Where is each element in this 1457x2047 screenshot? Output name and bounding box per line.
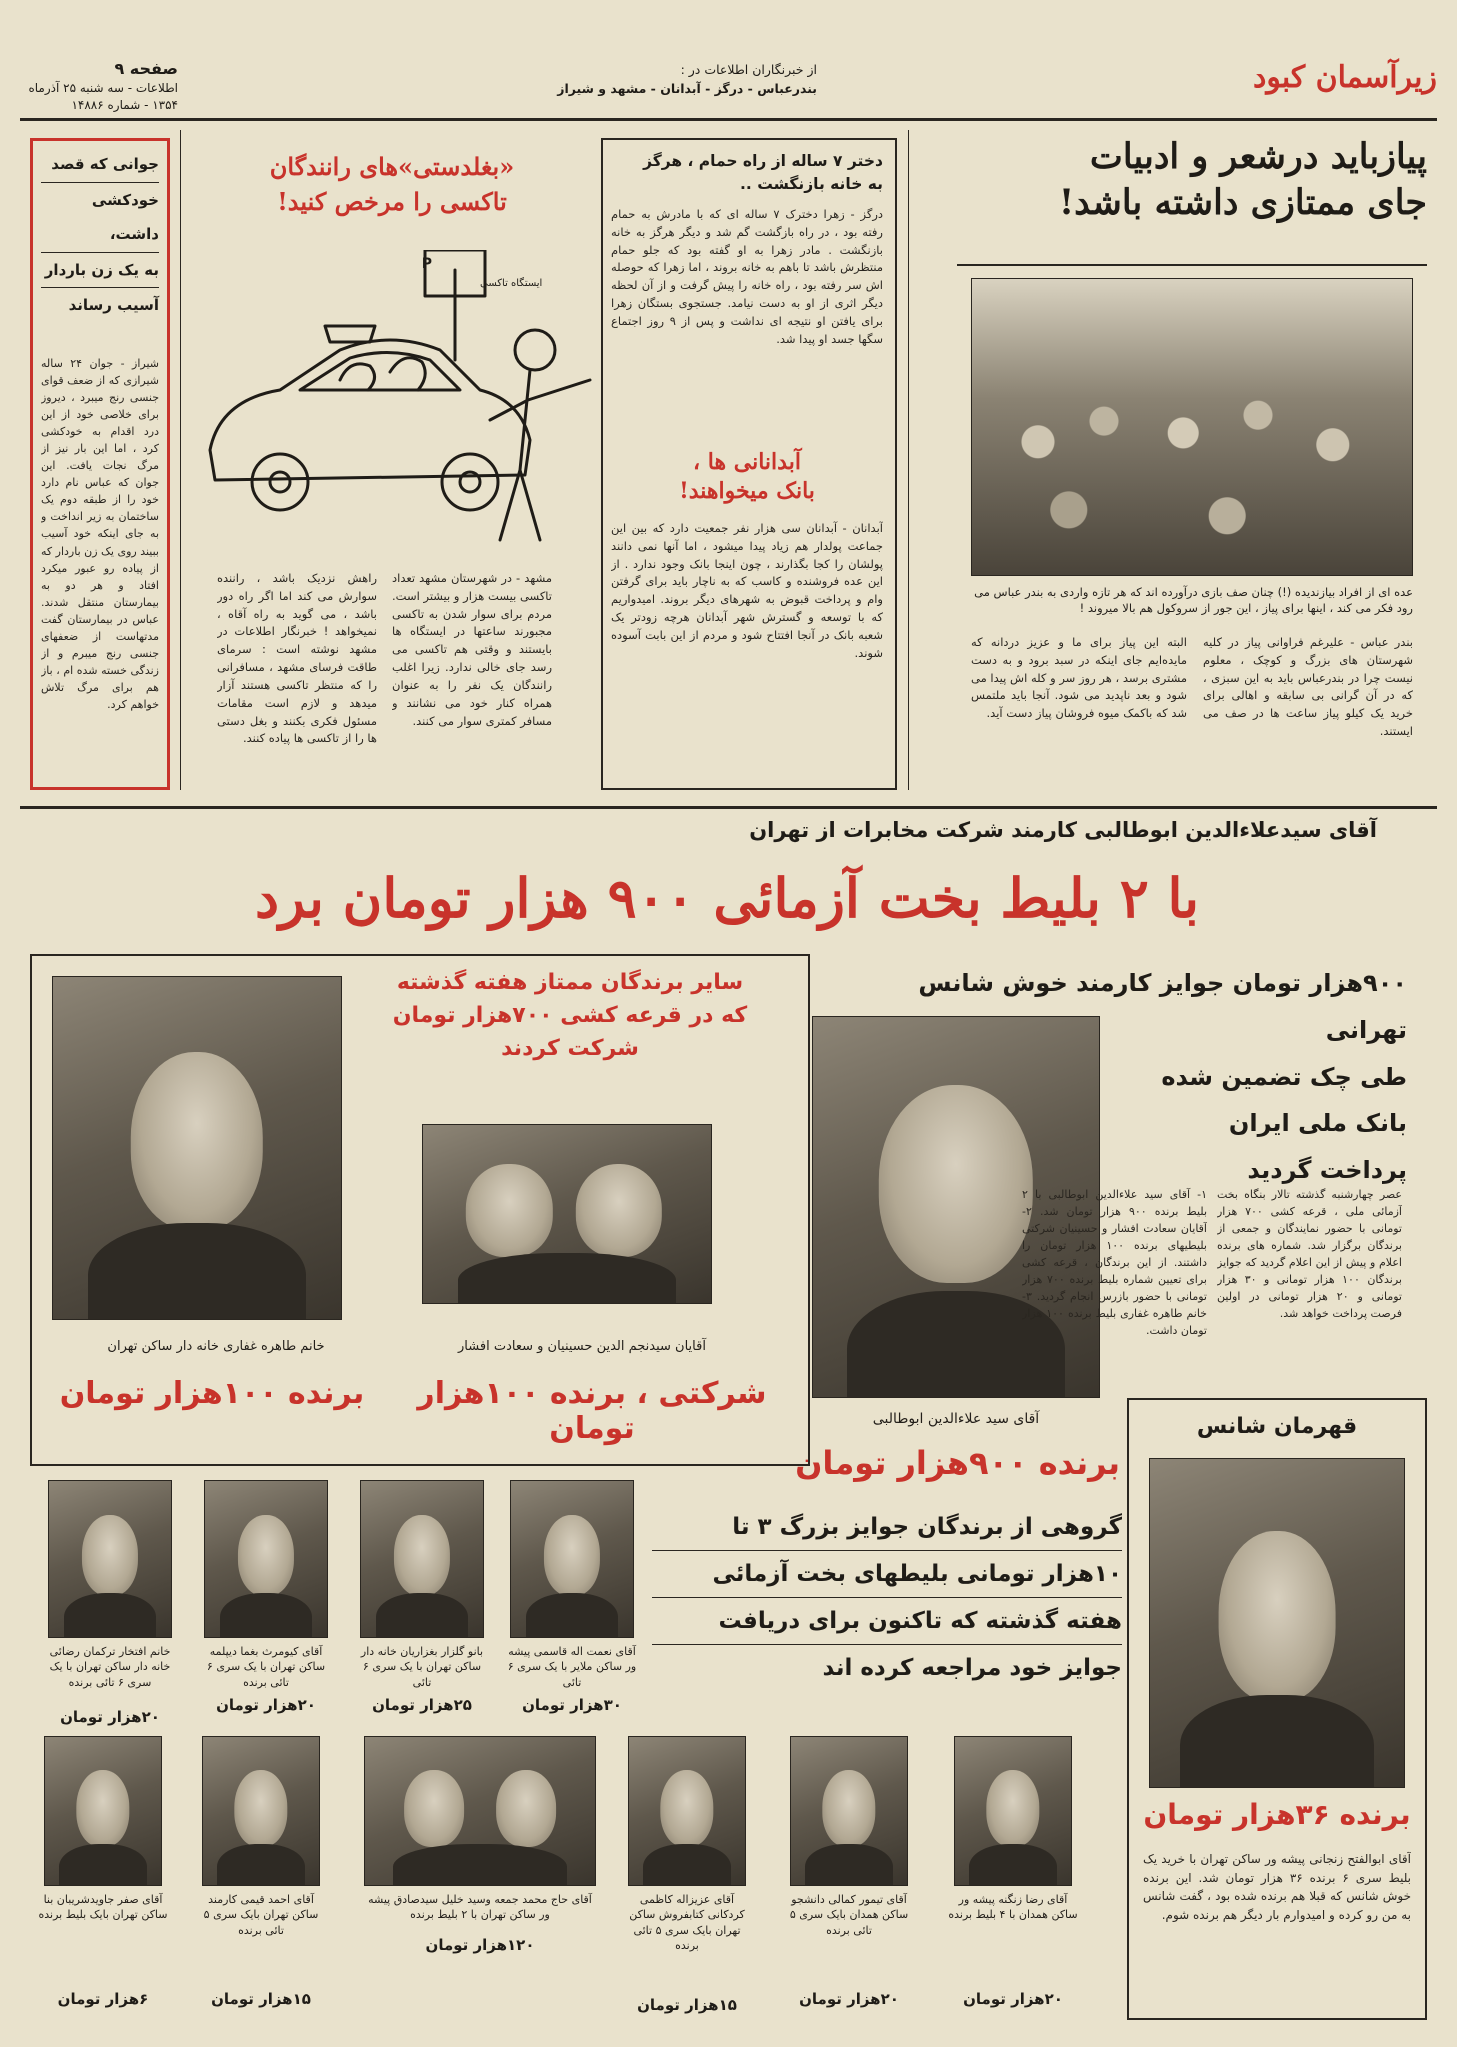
champion-prize: برنده ۳۶هزار تومان <box>1143 1798 1411 1831</box>
suicide-headline-line4: آسیب رساند <box>68 296 159 314</box>
row2-prize-6: ۶هزار تومان <box>57 1990 149 2008</box>
source-line <box>557 60 817 99</box>
row2-photo-1 <box>954 1736 1072 1886</box>
girl-headline-line2: به خانه بازنگشت .. <box>740 175 883 194</box>
winners-box <box>30 954 810 1466</box>
row2-caption-5: آقای احمد قیمی کارمند ساکن تهران بایک سری ۵ تائی برنده <box>203 1893 319 1937</box>
suicide-headline-line3: به یک زن باردار <box>41 253 159 289</box>
row2-photo-3 <box>628 1736 746 1886</box>
lottery-body-right: عصر چهارشنبه گذشته تالار بنگاه بخت آزمائی ملی ، قرعه کشی ۷۰۰ هزار تومانی با حضور نمایندگان و جمعی از برندگان برگزار شد. شماره های برنده اعلام و پیش از این اعلام گردید که جوایز برندگان ۱۰۰ هزار تومانی و ۳۰ هزار تومانی و ۲۰ هزار تومانی در اولین فرصت پرداخت خواهد شد. <box>1217 1188 1402 1321</box>
issue-info <box>28 58 178 114</box>
girl-headline <box>611 150 883 197</box>
abadan-headline <box>611 448 883 505</box>
section-rule <box>20 806 1437 809</box>
section-logo: زیرآسمان کبود <box>1252 60 1437 95</box>
woman-winner-photo <box>52 976 342 1320</box>
girl-body: درگز - زهرا دخترک ۷ ساله ای که با مادرش به حمام رفته بود ، در راه بازگشت گم شد و دیگر هرگز به خانه بازنگشت . مادر زهرا به او گفته بود که جلو حمام منتظرش باشد تا باهم به خانه بروند ، اما زهرا که حوصله اش سر رفته بود ، راه خانه را پیش گرفت و از آن لحظه دیگر اثری از او به دست نیامد. جستجوی بستگان زهرا برای یافتن او نتیجه ای نداشت و پس از ۹ روز اجتماع سگها جسد او پیدا شد. <box>611 207 883 346</box>
source-line-2: بندرعباس - درگز - آبدانان - مشهد و شیراز <box>557 81 817 97</box>
onion-body-left: البته این پیاز برای ما و عزیز دردانه که مایده‌ایم جای اینکه در سبد برود و به دست مشتری برسد ، هر روز سر و کله اش پیدا می شود و بعد ناپدید می شود. آنجا باید ملتمس شد که باکمک میوه فروشان پیاز دست آید. <box>971 635 1187 721</box>
onion-crowd-photo <box>971 278 1413 576</box>
taxi-roof-sign <box>325 326 375 342</box>
suicide-headline-line1: جوانی که قصد <box>41 147 159 183</box>
row1-caption-1: آقای نعمت اله قاسمی پیشه ور ساکن ملایر با یک سری ۶ تائی <box>507 1645 637 1689</box>
page-number: صفحه ۹ <box>114 59 178 78</box>
story-girl-box <box>601 138 897 790</box>
deck-line-1: ۹۰۰هزار تومان جوایز کارمند خوش شانس تهرانی <box>918 969 1407 1044</box>
onion-headline-line2: جای ممتازی داشته باشد! <box>1058 182 1427 224</box>
row2-caption-4: آقای حاج محمد جمعه وسید خلیل سیدصادق پیشه ور ساکن تهران با ۲ بلیط برنده <box>368 1893 592 1922</box>
champion-photo <box>1149 1458 1405 1788</box>
row2-photo-6 <box>44 1736 162 1886</box>
issue-date: اطلاعات - سه شنبه ۲۵ آذرماه <box>28 81 178 96</box>
taxi-headline-line2: تاکسی را مرخص کنید! <box>277 186 507 216</box>
onion-headline-line1: پیازباید درشعر و ادبیات <box>1089 136 1427 177</box>
suicide-headline <box>41 147 159 323</box>
abadan-headline-line2: بانک میخواهند! <box>679 477 815 504</box>
row1-prize-1: ۳۰هزار تومان <box>522 1696 622 1714</box>
row2-prize-3: ۱۵هزار تومان <box>637 1996 737 2014</box>
row1-photo-2 <box>360 1480 484 1638</box>
main-winner-caption: آقای سید علاءالدین ابوطالبی <box>872 1411 1040 1427</box>
row1-prize-4: ۲۰هزار تومان <box>60 1708 160 1726</box>
passenger <box>390 358 425 390</box>
man-body <box>500 370 540 540</box>
abadan-body: آبدانان - آبدانان سی هزار نفر جمعیت دارد که بین این جماعت پولدار هم زیاد پیدا میشود ، اما آنها نمی دانند پولشان را کجا بگذارند ، چون اینجا بانک وجود ندارد . از این عده فروشنده و کاسب که به ناچار باید برای گرفتن وام و پرداخت قبوض به شهرهای دیگر بروند. امیدواریم که با توسعه و گسترش شهر آبدانان هرچه زودتر یک شعبه بانک در آنجا افتتاح شود و مردم از این بابت آسوده شوند. <box>611 521 883 660</box>
source-line-1: از خبرنگاران اطلاعات در : <box>680 62 817 77</box>
winners-title-1: سایر برندگان ممتاز هفته گذشته <box>396 970 744 995</box>
man-head <box>515 330 555 370</box>
champion-box <box>1127 1398 1427 2020</box>
car-body <box>210 340 530 480</box>
lottery-kicker: آقای سیدعلاءالدین ابوطالبی کارمند شرکت مخابرات از تهران <box>749 818 1377 842</box>
suicide-headline-line2: خودکشی داشت، <box>41 183 159 253</box>
sign-text: ایستگاه تاکسی <box>480 278 543 289</box>
car-wheel-front <box>252 454 308 510</box>
onion-body-right: بندر عباس - علیرغم فراوانی پیاز در کلیه شهرستان های بزرگ و کوچک ، معلوم نیست چرا در بندرعباس باید به این سبزی ، که در آن گرانی بی سابقه و اهالی برای خرید یک کیلو پیاز ساعت ها در صف می ایستند. <box>1203 635 1413 739</box>
deck-line-4: پرداخت گردید <box>1247 1156 1407 1185</box>
row1-photo-4 <box>48 1480 172 1638</box>
driver <box>340 364 375 390</box>
group-heading <box>652 1504 1122 1691</box>
row2-prize-5: ۱۵هزار تومان <box>211 1990 311 2008</box>
row1-prize-3: ۲۰هزار تومان <box>216 1696 316 1714</box>
woman-prize: برنده ۱۰۰هزار تومان <box>59 1376 365 1411</box>
lottery-headline: با ۲ بلیط بخت آزمائی ۹۰۰ هزار تومان برد <box>255 866 1199 930</box>
onion-headline <box>957 134 1427 226</box>
row2-caption-1: آقای رضا زنگنه پیشه ور ساکن همدان با ۴ بلیط برنده <box>948 1893 1078 1922</box>
pair-prize: شرکتی ، برنده ۱۰۰هزار تومان <box>417 1376 767 1446</box>
issue-number: ۱۳۵۴ - شماره ۱۴۸۸۶ <box>71 98 178 113</box>
taxi-headline <box>232 150 552 220</box>
lottery-body-left: ۱- آقای سید علاءالدین ابوطالبی با ۲ بلیط برنده ۹۰۰ هزار تومان شد. ۲- آقایان سعادت افشار و حسینیان شرکتی بلیطیهای برنده ۱۰۰ هزار تومان را داشتند. از این برندگان ، قرعه کشی برای تعیین شماره بلیط برنده ۷۰۰ هزار تومانی با حضور بازرس انجام گردید. ۳- خانم طاهره غفاری بلیط برنده ۱۰۰ هزار تومان داشت. <box>1022 1188 1207 1338</box>
row1-photo-3 <box>204 1480 328 1638</box>
taxi-headline-line1: «بغلدستی»های رانندگان <box>269 152 515 181</box>
crowd-image <box>972 279 1412 575</box>
row1-photo-1 <box>510 1480 634 1638</box>
group-heading-line2: ۱۰هزار تومانی بلیطهای بخت آزمائی <box>652 1551 1122 1598</box>
story-suicide-box <box>30 138 170 790</box>
onion-rule <box>957 264 1427 266</box>
main-winner-prize: برنده ۹۰۰هزار تومان <box>795 1444 1120 1482</box>
taxi-body-right: مشهد - در شهرستان مشهد تعداد تاکسی بیست هزار و بیشتر است. مردم برای سوار شدن به تاکسی مجبورند ساعتها در ایستگاه ها بایستند و وقتی هم تاکسی می رسد جای خالی ندارد. زیرا اغلب رانندگان یک نفر را به عنوان همراه کنار خود می نشانند و مسافر کمتری سوار می کنند. <box>392 571 552 728</box>
row1-caption-4: خانم افتخار ترکمان رضائی خانه دار ساکن تهران با یک سری ۶ تائی برنده <box>49 1645 171 1689</box>
winners-title-2: که در قرعه کشی ۷۰۰هزار تومان <box>392 1003 748 1028</box>
row2-photo-5 <box>202 1736 320 1886</box>
sign-letter: P <box>421 256 432 272</box>
deck-line-2: طی چک تضمین شده <box>1161 1062 1407 1091</box>
row2-prize-4: ۱۲۰هزار تومان <box>425 1936 535 1954</box>
row1-prize-2: ۲۵هزار تومان <box>372 1696 472 1714</box>
taxi-body-left: راهش نزدیک باشد ، راننده سوارش می کند اما اگر راه دور باشد ، می گوید به راه آقاه ، نمیخواهد ! خبرنگار اطلاعات در مشهد نوشته است : سرمای طاقت فرسای مشهد ، مسافرانی را که منتظر تاکسی هستند آزار میدهد و لازم است مقامات مسئول فکری بکنند و بغل دستی ها را از تاکسی ها پیاده کنند. <box>217 571 377 746</box>
pair-winners-photo <box>422 1124 712 1304</box>
masthead-rule <box>20 118 1437 121</box>
car-window <box>300 352 460 390</box>
row2-caption-2: آقای تیمور کمالی دانشجو ساکن همدان بایک سری ۵ تائی برنده <box>789 1893 909 1937</box>
suicide-body: شیراز - جوان ۲۴ ساله شیرازی که از ضعف قوای جنسی رنج میبرد ، دیروز برای خلاصی خود از این درد اقدام به خودکشی کرد ، اما این بار نیز از مرگ نجات یافت. این جوان که عباس نام دارد خود را از طبقه دوم یک ساختمان به زیر انداخت و به جای اینکه خود آسیب ببیند روی یک زن باردار که از پیاده رو عبور میکرد افتاد و هر دو به بیمارستان منتقل شدند. عباس در بیمارستان گفت مدتهاست از ضعفهای جنسی رنج میبرم و از زندگی خسته شده ام ، باز هم برای مرگ تلاش خواهم کرد. <box>41 357 159 711</box>
car-wheel-back <box>442 454 498 510</box>
girl-headline-line1: دختر ۷ ساله از راه حمام ، هرگز <box>643 152 883 170</box>
woman-caption: خانم طاهره غفاری خانه دار ساکن تهران <box>107 1339 325 1354</box>
abadan-headline-line1: آبدانانی ها ، <box>693 449 801 475</box>
winners-title-3: شرکت کردند <box>501 1036 639 1061</box>
row1-caption-3: آقای کیومرث بغما دیپلمه ساکن تهران با یک سری ۶ تائی برنده <box>206 1645 326 1689</box>
row2-caption-3: آقای عزیزاله کاظمی کردکانی کتابفروش ساکن تهران بایک سری ۵ تائی برنده <box>629 1893 745 1953</box>
row2-photo-2 <box>790 1736 908 1886</box>
champion-title: قهرمان شانس <box>1196 1414 1358 1439</box>
column-divider-2 <box>180 130 181 790</box>
group-heading-line1: گروهی از برندگان جوایز بزرگ ۳ تا <box>652 1504 1122 1551</box>
deck-line-3: بانک ملی ایران <box>1228 1109 1407 1138</box>
row2-photo-4 <box>364 1736 596 1886</box>
onion-photo-caption: عده ای از افراد بیازندیده (!) چنان صف بازی درآورده اند که هر تازه واردی به بندر عباس می رود فکر می کند ، اینها برای پیاز ، این جور از سروکول هم بالا میروند ! <box>974 585 1413 616</box>
row2-caption-6: آقای صفر جاویدشریبان بنا ساکن تهران بایک بلیط برنده <box>38 1893 168 1922</box>
pair-caption: آقایان سیدنجم الدین حسینیان و سعادت افشار <box>458 1339 706 1354</box>
row2-prize-1: ۲۰هزار تومان <box>963 1990 1063 2008</box>
column-divider-1 <box>908 130 909 790</box>
champion-body: آقای ابوالفتح زنجانی پیشه ور ساکن تهران با خرید یک بلیط سری ۶ برنده ۳۶ هزار تومان شد. این برنده خوش شانس که قبلا هم برنده شده بود ، گفت شانس به من رو کرده و امیدوارم بار دیگر هم برنده شوم. <box>1143 1852 1411 1922</box>
group-heading-line3: هفته گذشته که تاکنون برای دریافت <box>652 1598 1122 1645</box>
row2-prize-2: ۲۰هزار تومان <box>799 1990 899 2008</box>
taxi-cartoon <box>190 250 610 560</box>
row1-caption-2: بانو گلزار بغزاریان خانه دار ساکن تهران با یک سری ۶ تائی <box>360 1645 484 1689</box>
group-heading-line4: جوایز خود مراجعه کرده اند <box>822 1655 1122 1681</box>
